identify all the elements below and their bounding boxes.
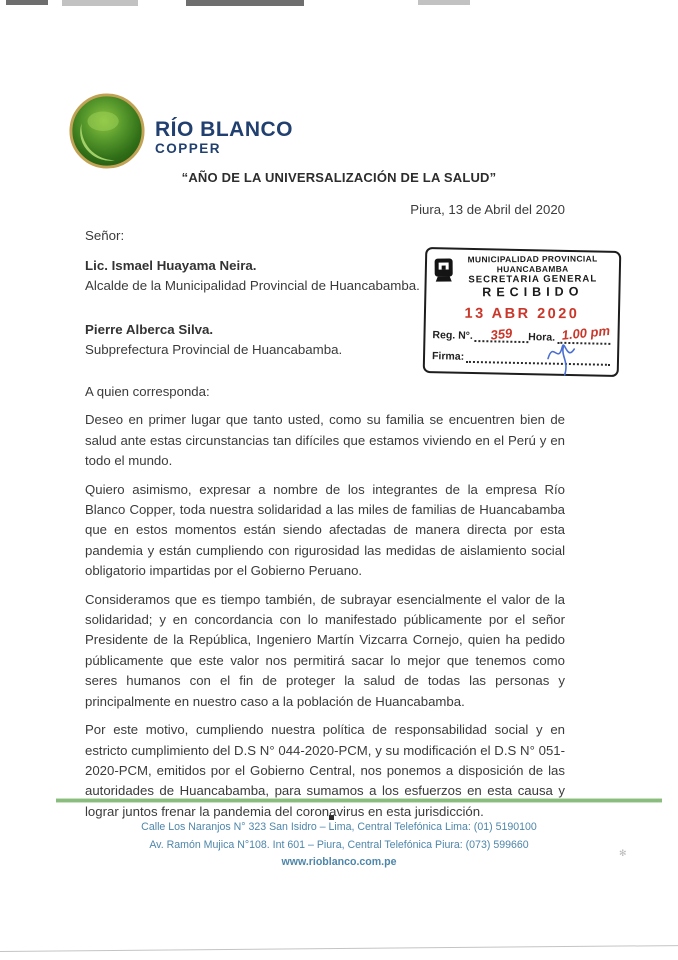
letter-body bbox=[85, 382, 565, 830]
letter-footer bbox=[0, 819, 678, 872]
signature-scribble bbox=[544, 336, 591, 377]
scan-artifact bbox=[186, 0, 304, 6]
footer-website: www.rioblanco.com.pe bbox=[281, 856, 397, 868]
body-paragraph-2: Quiero asimismo, expresar a nombre de los integrantes de la empresa Río Blanco Copper, toda nuestra solidaridad a las miles de familias de Huancabamba que en estos momentos están siendo afectadas de manera directa por esta pandemia y están cumpliendo con rigurosidad las medidas de aislamiento social obligatorio impartidas por el Gobierno Peruano. bbox=[85, 481, 565, 579]
stamp-org-line2: HUANCABAMBA bbox=[496, 263, 569, 274]
stamp-reg-dots bbox=[475, 325, 529, 343]
small-mark-artifact: ✻ bbox=[619, 848, 627, 858]
stamp-reg-label: Reg. N°. bbox=[432, 329, 473, 342]
stamp-hora-label: Hora. bbox=[528, 331, 556, 344]
scan-artifact bbox=[418, 0, 470, 5]
recipient-secondary-title: Subprefectura Provincial de Huancabamba. bbox=[85, 342, 343, 357]
company-logo bbox=[68, 92, 293, 170]
year-motto-title: “AÑO DE LA UNIVERSALIZACIÓN DE LA SALUD” bbox=[181, 170, 497, 185]
received-stamp bbox=[423, 247, 622, 377]
scan-artifact bbox=[6, 0, 48, 5]
body-paragraph-3: Consideramos que es tiempo también, de subrayar esencialmente el valor de la solidaridad; y en concordancia con lo manifestado públicamente por el señor Presidente de la República, Ingeniero Martín Vizcarra Cornejo, quien ha pedido públicamente que este valor nos permitirá sacar lo mejor que tenemos como seres humanos con el fin de proteger la salud de todas las personas y principalmente en nuestro caso a la población de Huancabamba. bbox=[85, 591, 565, 709]
body-greeting: A quien corresponda: bbox=[85, 384, 210, 399]
stamp-date: 13 ABR 2020 bbox=[464, 305, 580, 323]
green-divider bbox=[56, 799, 662, 802]
stamp-org-line3: SECRETARIA GENERAL bbox=[468, 273, 598, 286]
recipient-secondary-name: Pierre Alberca Silva. bbox=[85, 322, 214, 337]
footer-address-piura: Av. Ramón Mujica N°108. Int 601 – Piura, Central Telefónica Piura: (073) 599660 bbox=[149, 838, 529, 851]
stamp-received-label: RECIBIDO bbox=[482, 284, 584, 300]
logo-subtitle: COPPER bbox=[155, 140, 222, 156]
body-paragraph-1: Deseo en primer lugar que tanto usted, como su familia se encuentren bien de salud ante estas circunstancias tan difíciles que estamos viviendo en el Perú y en todo el mundo. bbox=[85, 412, 565, 469]
stamp-reg-value: 359 bbox=[490, 325, 514, 343]
stamp-org-line1: MUNICIPALIDAD PROVINCIAL bbox=[467, 253, 598, 265]
scan-artifact bbox=[62, 0, 138, 6]
scan-edge-line bbox=[0, 945, 678, 952]
stamp-hora-value: 1.00 pm bbox=[560, 322, 611, 343]
recipient-primary-name: Lic. Ismael Huayama Neira. bbox=[85, 258, 257, 273]
stamp-firma-dots bbox=[466, 352, 610, 366]
municipality-emblem-icon bbox=[434, 257, 454, 283]
rio-blanco-sphere-icon bbox=[68, 92, 146, 170]
body-paragraph-4: Por este motivo, cumpliendo nuestra política de responsabilidad social y en estricto cumplimiento del D.S N° 044-2020-PCM, y su modificación el D.S N° 051-2020-PCM, emitidos por el Gobierno Central, nos ponemos a disposición de las autoridades de Huancabamba, para sumamos a los esfuerzos en esta causa y lograr juntos frenar la pandemia del coronavirus en esta jurisdicción. bbox=[85, 722, 565, 819]
logo-name: RÍO BLANCO bbox=[155, 117, 293, 141]
recipient-primary-title: Alcalde de la Municipalidad Provincial de Huancabamba. bbox=[85, 278, 420, 293]
stamp-firma-label: Firma: bbox=[431, 350, 465, 363]
footer-address-lima: Calle Los Naranjos N° 323 San Isidro – Lima, Central Telefónica Lima: (01) 5190100 bbox=[141, 821, 537, 833]
letter-date: Piura, 13 de Abril del 2020 bbox=[410, 202, 565, 217]
salutation: Señor: bbox=[85, 228, 125, 243]
